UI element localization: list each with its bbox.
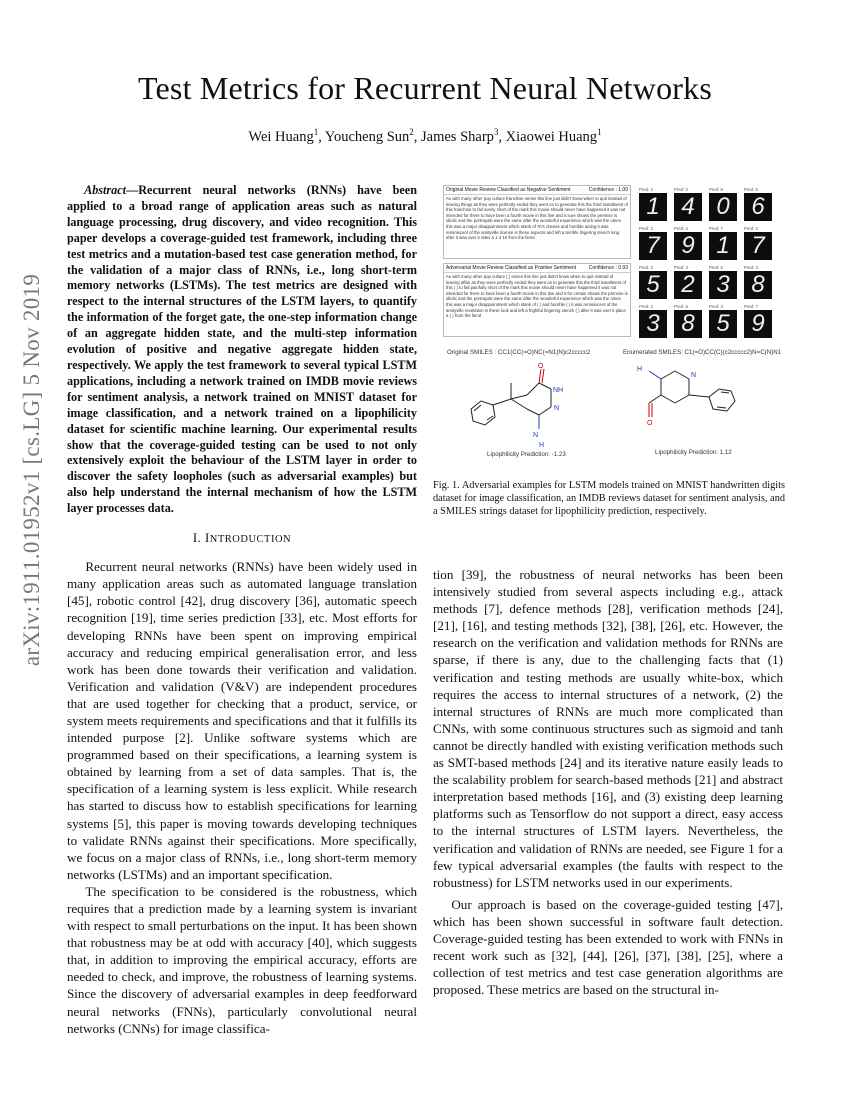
mnist-digit-cell	[709, 226, 739, 262]
amine-label: H	[637, 366, 643, 373]
digit-image: 8	[674, 310, 702, 338]
author-2: Youcheng Sun$^2$	[324, 127, 414, 145]
digit-image: 2	[674, 271, 702, 299]
review-confidence: Confidence : 0.93	[588, 265, 628, 271]
digit-image: 7	[639, 232, 667, 260]
prediction-label: Pred: 2	[639, 304, 653, 309]
figure-1	[433, 183, 785, 473]
digit-image: 8	[744, 271, 772, 299]
prediction-label: Pred: 7	[744, 304, 758, 309]
left-column	[67, 183, 417, 1037]
prediction-label: Pred: 5	[709, 265, 723, 270]
mnist-digit-cell	[744, 187, 774, 223]
intro-paragraph-2: The specification to be considered is the robustness, which requires that a prediction made by a learning system is invariant with respect to small perturbations on the input. It has been shown that robustness may be at odd with accuracy [40], which suggests that, in addition to improving the empirical accuracy, efforts are needed to check, and improve, the robustness of learning systems. Since the discovery of adversarial examples in deep feedforward neural networks (FNNs), particularly convolutional neural networks (CNNs) for image classifica-	[67, 883, 417, 1036]
original-lipophilicity-label: Lipophilicity Prediction: -1.23	[487, 451, 566, 458]
review-title: Original Movie Review Classified as Negative Sentiment	[446, 187, 571, 193]
digit-image: 9	[674, 232, 702, 260]
prediction-label: Pred: 3	[639, 226, 653, 231]
paper-title: Test Metrics for Recurrent Neural Networks	[138, 70, 712, 106]
digit-image: 6	[744, 193, 772, 221]
original-review-panel	[443, 185, 631, 259]
abstract-text: —Recurrent neural networks (RNNs) have been applied to a broad range of application areas such as natural language processing, drug discovery, and video recognition. This paper develops a coverage-guided test framework, including three test metrics and a mutation-based test case generation method, for the validation of a major class of RNNs, i.e., long short-term memory networks (LSTMs). The test metrics are designed with respect to the internal structures of the LSTM layers, to quantify the information of the forget gate, the one-step information change of an aggregate hidden state, and the multi-step information evolution of positive and negative aggregate hidden state, respectively. We apply the test framework to several typical LSTM applications, including a network trained on IMDB movie reviews for sentiment analysis, a network trained on MNIST dataset for image classification, and a network trained on a lipophilicity dataset for scientific machine learning. Our experimental results show that the coverage-guided testing can be used to not only extensively exploit the behaviour of the LSTM layer in order to discover the safety loopholes (such as adversarial examples) but also help understand the internal mechanism of how the LSTM layer processes data.	[67, 183, 417, 516]
mnist-digit-cell	[674, 226, 704, 262]
prediction-label: Pred: 0	[674, 187, 688, 192]
prediction-label: Pred: 3	[709, 304, 723, 309]
nitrogen-atom-label: N	[533, 432, 539, 439]
digit-image: 9	[744, 310, 772, 338]
adversarial-review-panel	[443, 263, 631, 337]
abstract	[67, 183, 417, 517]
mnist-digit-cell	[639, 187, 669, 223]
enumerated-molecule-structure	[623, 359, 783, 451]
mnist-digit-cell	[639, 226, 669, 262]
prediction-label: Pred: 4	[639, 187, 653, 192]
mnist-digit-cell	[744, 265, 774, 301]
right-paragraph-2: Our approach is based on the coverage-guided testing [47], which has been shown successful in software fault detection. Coverage-guided testing has been extended to work with FNNs in recent work such as [32], [44], [26], [37], [38], [25], where a collection of test metrics and test case generation algorithms are proposed. These metrics are based on the structural in-	[433, 896, 783, 998]
author-4: Xiaowei Huang$^1$	[505, 127, 602, 145]
intro-paragraph-1: Recurrent neural networks (RNNs) have been widely used in many application areas such as automated language translation [45], robotic control [42], drug discovery [36], automatic speech recognition [19], time series prediction [33], etc. Most efforts for developing RNNs have been spent on improving empirical accuracy and reducing empirical generalisation error, and less work has been done towards their verification and validation. Verification and validation (V&V) are independent procedures that are used together for checking that a product, service, or system meets requirements and specifications and that it fulfills its intended purpose [2]. Unlike software systems which are programmed based on their specifications, a learning system is obtained by learning from a set of data samples. That is, the specification of a learning system is less explicit. While research has started to discuss how to establish specifications for learning systems [5], this paper is moving towards developing techniques to validate RNNs against their specifications. More specifically, we focus on a major class of RNNs, i.e., long short-term memory networks (LSTMs) and an important specification.	[67, 559, 417, 882]
enumerated-lipophilicity-label: Lipophilicity Prediction: 1.12	[655, 449, 732, 456]
arxiv-identifier-text: arXiv:1911.01952v1 [cs.LG] 5 Nov 2019	[19, 273, 44, 667]
mnist-digit-cell	[674, 187, 704, 223]
prediction-label: Pred: 3	[674, 265, 688, 270]
figure-caption: Fig. 1. Adversarial examples for LSTM models trained on MNIST handwritten digits dataset for image classification, an IMDB reviews dataset for sentiment analysis, and a SMILES strings dataset for lipophilicity prediction, respectively.	[433, 480, 785, 517]
mnist-digit-cell	[674, 265, 704, 301]
nitrogen-atom-label: N	[554, 405, 560, 412]
mnist-digit-cell	[709, 304, 739, 340]
original-molecule-structure	[453, 359, 603, 451]
prediction-label: Pred: 3	[639, 265, 653, 270]
digit-image: 3	[639, 310, 667, 338]
right-paragraph-1: tion [39], the robustness of neural networks has been been intensively studied from several aspects including e.g., attack methods [7], defence methods [28], verification methods [24], [21], [16], and testing methods [32], [38], [26], etc. However, the research on the verification and validation methods for RNNs are sparse, if there is any, due to the challenging facts that (1) verification and testing methods are usually white-box, which requires the access to internal structures of a network, (2) the internal structures of RNNs are much more complicated than CNNs, with some continuous structures such as sigmoid and tanh cannot be directly handled with existing verification methods such as SMT-based methods [24] and its iterative nature easily leads to the scalability problem for search-based methods [21] and abstract interpretation based methods [16], and (3) existing deep learning platforms such as Tensorflow do not support a direct, easy access to the internal structures of LSTM layers. Nevertheless, the verification and validation of RNNs are needed, see Figure 1 for a few typical adversarial examples (the faults with respect to the robustness) for LSTM networks used in our experiments.	[433, 567, 783, 890]
prediction-label: Pred: 7	[709, 226, 723, 231]
digit-image: 4	[674, 193, 702, 221]
prediction-label: Pred: 5	[744, 187, 758, 192]
digit-image: 7	[744, 232, 772, 260]
oxygen-atom-label: O	[647, 420, 653, 427]
arxiv-identifier	[8, 260, 56, 680]
abstract-label: Abstract	[84, 183, 127, 197]
prediction-label: Pred: 4	[674, 226, 688, 231]
original-smiles-label: Original SMILES : CC1(CC(=O)NC(=N1)N)c2ccccc2	[447, 349, 591, 356]
right-column	[433, 566, 783, 998]
author-list: Wei Huang$^1$, Youcheng Sun$^2$, James Sharp$^3$, Xiaowei Huang$^1$	[248, 127, 602, 145]
mnist-digit-cell	[639, 304, 669, 340]
section-heading-introduction: I. INTRODUCTION	[192, 531, 292, 546]
digit-image: 1	[639, 193, 667, 221]
prediction-label: Pred: 2	[744, 226, 758, 231]
digit-image: 5	[639, 271, 667, 299]
nitrogen-atom-label: NH	[553, 387, 564, 394]
author-3: James Sharp$^3$	[421, 127, 499, 145]
digit-image: 1	[709, 232, 737, 260]
mnist-digit-cell	[674, 304, 704, 340]
prediction-label: Pred: 3	[744, 265, 758, 270]
review-confidence: Confidence : 1.00	[588, 187, 628, 193]
hydrogen-atom-label: H	[539, 442, 545, 449]
mnist-digit-cell	[709, 187, 739, 223]
oxygen-atom-label: O	[538, 363, 544, 370]
prediction-label: Pred: 5	[674, 304, 688, 309]
digit-image: 0	[709, 193, 737, 221]
mnist-digit-cell	[709, 265, 739, 301]
review-text: As with many other pop culture ( ) series this line just didn't know when to quit instead of leaving affair as they were perfectly ended they went on to generate this the third installment of this ( ) to fail painfully short of the mark this movie should never have happened it was not intended for there to have been a fourth movie in this line and it for certain shows the premise is idiotic and the portrayals were the same after the wonderful experience which was the omen this was a major disappointment which stank of ( ) and horrible ( ) it was reminiscent of the amityville revelation in these look and left a frightful lingering stench ( ) after it was over it place a ( ) from the fiend	[446, 274, 628, 319]
mnist-digit-cell	[744, 226, 774, 262]
review-title: Adversarial Movie Review Classified as Positive Sentiment	[446, 265, 577, 271]
digit-image: 3	[709, 271, 737, 299]
prediction-label: Pred: 8	[709, 187, 723, 192]
mnist-digit-cell	[639, 265, 669, 301]
author-1: Wei Huang$^1$	[248, 127, 319, 145]
nitrogen-atom-label: N	[691, 372, 697, 379]
review-text: As with many other pop culture franchise series this line just didn't know when to quit instead of leaving things as they were perfectly ended they went on to generate this the third installment of this franchise to fail sorely short of the mark this movie should never have happened it was not intended for there to have been a fourth movie in this line and it sure shows the premise is idiotic and the portrayals were the same after the wonderful experience which was the omen this was a major disappointment which stank of 70's cheese and horrible acting it was reminiscent of the amityville license is these aspects and left a terrible lingering stench long after it was over it rates a 1 4 10 from the fiend	[446, 196, 629, 241]
enumerated-smiles-label: Enumerated SMILES: C1(=O)CC(C)(c2ccccc2)N=C(N)N1	[623, 349, 782, 356]
digit-image: 5	[709, 310, 737, 338]
mnist-digit-cell	[744, 304, 774, 340]
